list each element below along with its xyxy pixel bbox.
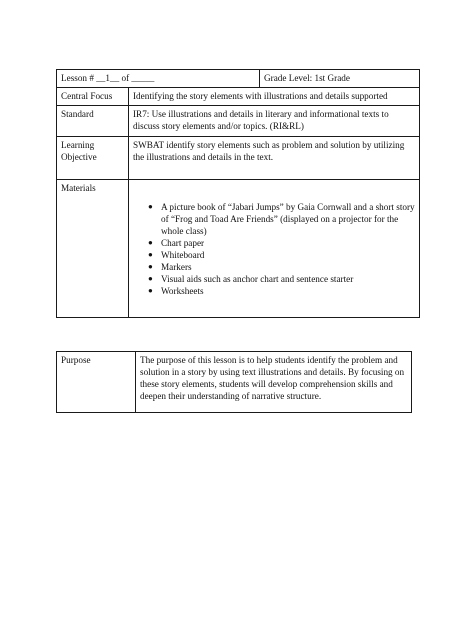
list-item-text: A picture book of “Jabari Jumps” by Gaia Cornwall and a short story of “Frog and Toad Are Friends” (displayed on a projector for the whole class) (161, 202, 415, 236)
list-item-text: Whiteboard (161, 250, 205, 260)
materials-cell (129, 180, 420, 318)
list-item-text: Chart paper (161, 238, 205, 248)
list-item-text: Worksheets (161, 286, 204, 296)
bullet-icon: ● (148, 262, 153, 271)
bullet-icon: ● (148, 274, 153, 283)
list-item-text: Markers (161, 262, 192, 272)
central-focus-row (57, 88, 420, 106)
lesson-header-row (57, 70, 420, 88)
learning-objective-label: Learning Objective (57, 137, 129, 180)
lesson-number-cell: Lesson # __1__ of _____ (57, 70, 260, 88)
bullet-icon: ● (148, 250, 153, 259)
central-focus-text: Identifying the story elements with illustrations and details supported (129, 88, 420, 106)
materials-label: Materials (57, 180, 129, 318)
list-item-text: Visual aids such as anchor chart and sentence starter (161, 274, 354, 284)
list-item (148, 285, 415, 297)
list-item (148, 201, 415, 237)
grade-level-cell: Grade Level: 1st Grade (260, 70, 420, 88)
standard-label: Standard (57, 106, 129, 137)
central-focus-label: Central Focus (57, 88, 129, 106)
list-item (148, 249, 415, 261)
standard-row (57, 106, 420, 137)
list-item (148, 273, 415, 285)
materials-row (57, 180, 420, 318)
list-item (148, 237, 415, 249)
lesson-plan-table (56, 69, 420, 318)
list-item (148, 261, 415, 273)
standard-text: IR7: Use illustrations and details in literary and informational texts to discuss story elements and/or topics. (RI&RL) (129, 106, 420, 137)
materials-list (133, 201, 415, 297)
bullet-icon: ● (148, 202, 153, 211)
bullet-icon: ● (148, 286, 153, 295)
purpose-text: The purpose of this lesson is to help students identify the problem and solution in a story by using text illustrations and details. By focusing on these story elements, students will develop comprehension skills and deepen their understanding of narrative structure. (136, 352, 412, 413)
purpose-row (57, 352, 412, 413)
purpose-table (56, 351, 412, 413)
purpose-label: Purpose (57, 352, 136, 413)
bullet-icon: ● (148, 238, 153, 247)
learning-objective-row (57, 137, 420, 180)
learning-objective-text: SWBAT identify story elements such as problem and solution by utilizing the illustrations and details in the text. (129, 137, 420, 180)
